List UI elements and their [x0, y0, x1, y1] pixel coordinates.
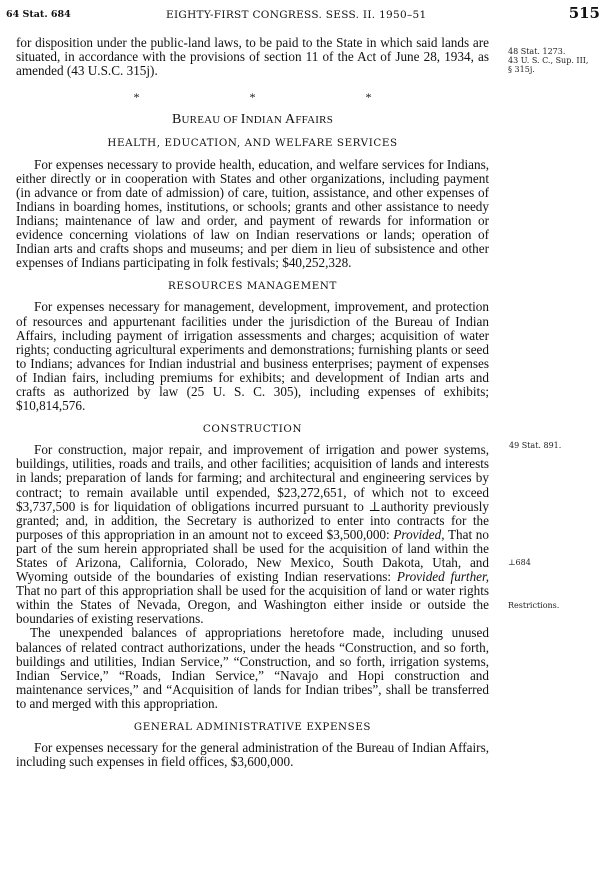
section-heading-resources: RESOURCES MANAGEMENT: [167, 280, 338, 293]
asterisk: *: [365, 90, 372, 105]
construction-paragraph: For construction, major repair, and improvement of irrigation and power systems, buildings, utilities, roads and trails, and other facilities; acquisition of lands and interests in lands; preparation of lands for farming; and architectural and engineering services by contract; to remain available until expended, $23,272,651, of which not to exceed $3,737,500 is for liquidation of obligations incurred pursuant to ⊥authority previously granted; and, in addition, the Secretary is authorized to enter into contracts for the purposes of this appropriation in an amount not to exceed $3,500,000: Provided, That no part of the sum herein appropriated shall be used for the acquisition of land within the States of Arizona, California, Colorado, New Mexico, South Dakota, Utah, and Wyoming outside of the boundaries of existing Indian reservations: Provided further, That no part of this appropriation shall be used for the acquisition of land or water rights within the States of Nevada, Oregon, and Washington either inside or outside the boundaries of existing reservations.: [16, 442, 489, 627]
statute-reference: 64 Stat. 684: [6, 9, 71, 20]
congress-session-title: EIGHTY-FIRST CONGRESS. SESS. II. 1950–51: [166, 9, 427, 21]
asterisk: *: [133, 90, 140, 105]
page-number: 515: [568, 4, 600, 22]
margin-note-page-break: ⊥684: [508, 558, 531, 567]
section-heading-general: GENERAL ADMINISTRATIVE EXPENSES: [133, 721, 372, 734]
margin-note-restrictions: Restrictions.: [508, 601, 560, 610]
asterisk: *: [249, 90, 256, 105]
construction-transfer-paragraph: The unexpended balances of appropriations heretofore made, including unused balances of related contract authorizations, under the heads “Construction, and so forth, buildings and utilities, Indian Service,” “Construction, and so forth, irrigation systems, Indian Service,” “Roads, Indian Service,” “Navajo and Hopi construction and maintenance services,” and “Acquisition of lands for Indian tribes”, shall be transferred to and merged with this appropriation.: [16, 625, 489, 711]
margin-note-citation: 48 Stat. 1273. 43 U. S. C., Sup. III, § 315j.: [508, 47, 589, 74]
health-paragraph: For expenses necessary to provide health, education, and welfare services for Indians, either directly or in cooperation with States and other organizations, including payment (in advance or from date of admission) of care, tuition, assistance, and other expenses of Indians in boarding homes, institutions, or schools; grants and other assistance to needy Indians; maintenance of law and order, and payment of rewards for information or evidence concerning violations of law on Indian reservations or lands; operation of Indian arts and crafts shops and museums; and per diem in lieu of subsistence and other expenses of Indians participating in folk festivals; $40,252,328.: [16, 156, 489, 271]
section-heading-health: HEALTH, EDUCATION, AND WELFARE SERVICES: [107, 137, 398, 150]
general-paragraph: For expenses necessary for the general administration of the Bureau of Indian Affairs, including such expenses in field offices, $3,600,000.: [16, 740, 489, 770]
margin-note-49-stat: 49 Stat. 891.: [509, 441, 562, 450]
intro-paragraph: for disposition under the public-land laws, to be paid to the State in which said lands are situated, in accordance with the provisions of section 11 of the Act of June 28, 1934, as amended (43 U.S.C. 315j).: [16, 35, 489, 79]
section-heading-construction: CONSTRUCTION: [202, 423, 303, 436]
running-header: [6, 4, 600, 26]
resources-paragraph: For expenses necessary for management, development, improvement, and protection of resources and appurtenant facilities under the jurisdiction of the Bureau of Indian Affairs, including payment of irrigation assessments and charges; acquisition of water rights; conducting agricultural experiments and demonstrations; furnishing plants or seed to Indians; advances for Indian industrial and business enterprises; payment of expenses of Indian fairs, including premiums for exhibits; and development of Indian arts and crafts as authorized by law (25 U. S. C. 305), including expenses of exhibits; $10,814,576.: [16, 299, 489, 414]
bureau-heading: BUREAU OF INDIAN AFFAIRS: [171, 112, 334, 128]
main-text-column: [16, 36, 489, 769]
section-break-asterisks: [16, 90, 489, 104]
